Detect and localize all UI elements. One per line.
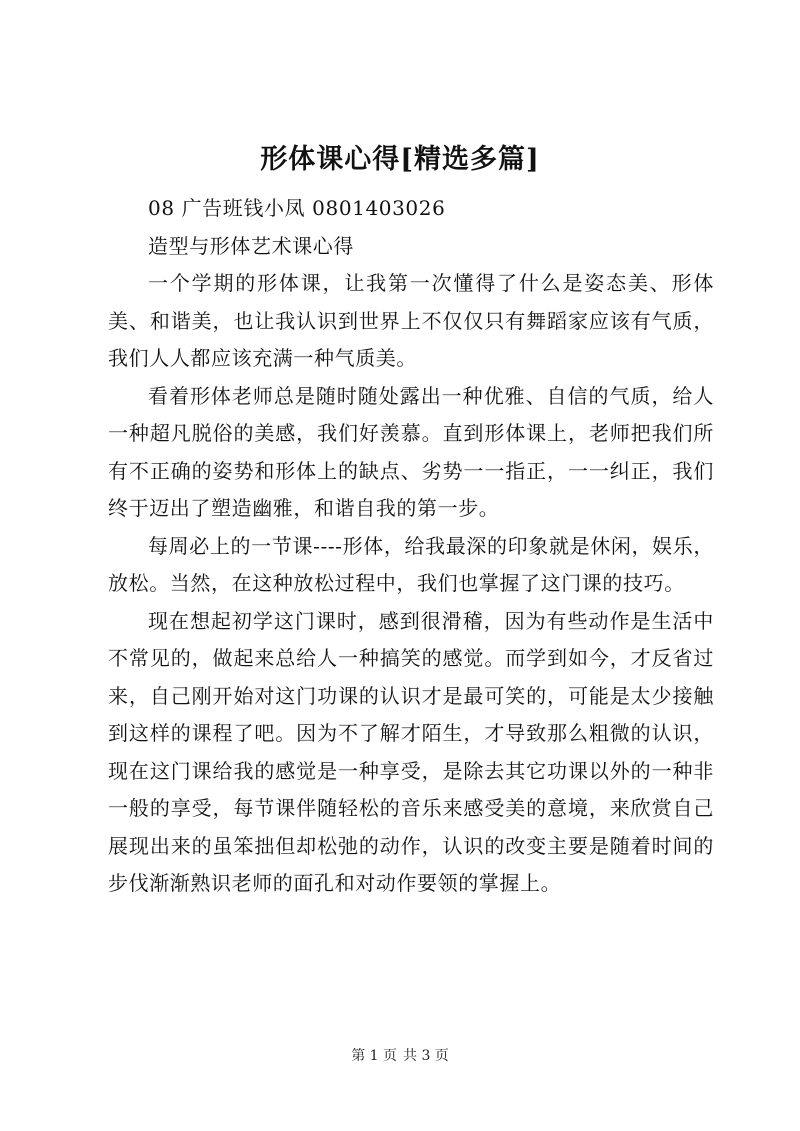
document-body (108, 190, 714, 903)
paragraph: 现在想起初学这门课时，感到很滑稽，因为有些动作是生活中不常见的，做起来总给人一种搞笑的感觉。而学到如今，才反省过来，自己刚开始对这门功课的认识才是最可笑的，可能是太少接触到这样的课程了吧。因为不了解才陌生，才导致那么粗微的认识，现在这门课给我的感觉是一种享受，是除去其它功课以外的一种非一般的享受，每节课伴随轻松的音乐来感受美的意境，来欣赏自己展现出来的虽笨拙但却松弛的动作，认识的改变主要是随着时间的步伐渐渐熟识老师的面孔和对动作要领的掌握上。 (108, 608, 714, 895)
page-number: 第 1 页 (351, 1048, 397, 1064)
paragraph: 看着形体老师总是随时随处露出一种优雅、自信的气质，给人一种超凡脱俗的美感，我们好羡慕。直到形体课上，老师把我们所有不正确的姿势和形体上的缺点、劣势一一指正，一一纠正，我们终于迈出了塑造幽雅，和谐自我的第一步。 (108, 383, 714, 520)
author-line: 08 广告班钱小凤 0801403026 (148, 196, 446, 220)
document-title: 形体课心得[精选多篇] (260, 144, 540, 175)
page-footer (0, 1046, 800, 1066)
paragraph: 一个学期的形体课，让我第一次懂得了什么是姿态美、形体美、和谐美，也让我认识到世界上不仅仅只有舞蹈家应该有气质，我们人人都应该充满一种气质美。 (108, 271, 714, 370)
paragraph: 每周必上的一节课----形体，给我最深的印象就是休闲，娱乐，放松。当然，在这种放松过程中，我们也掌握了这门课的技巧。 (108, 533, 714, 595)
subtitle-line: 造型与形体艺术课心得 (148, 233, 354, 258)
page-total: 共 3 页 (403, 1048, 449, 1064)
